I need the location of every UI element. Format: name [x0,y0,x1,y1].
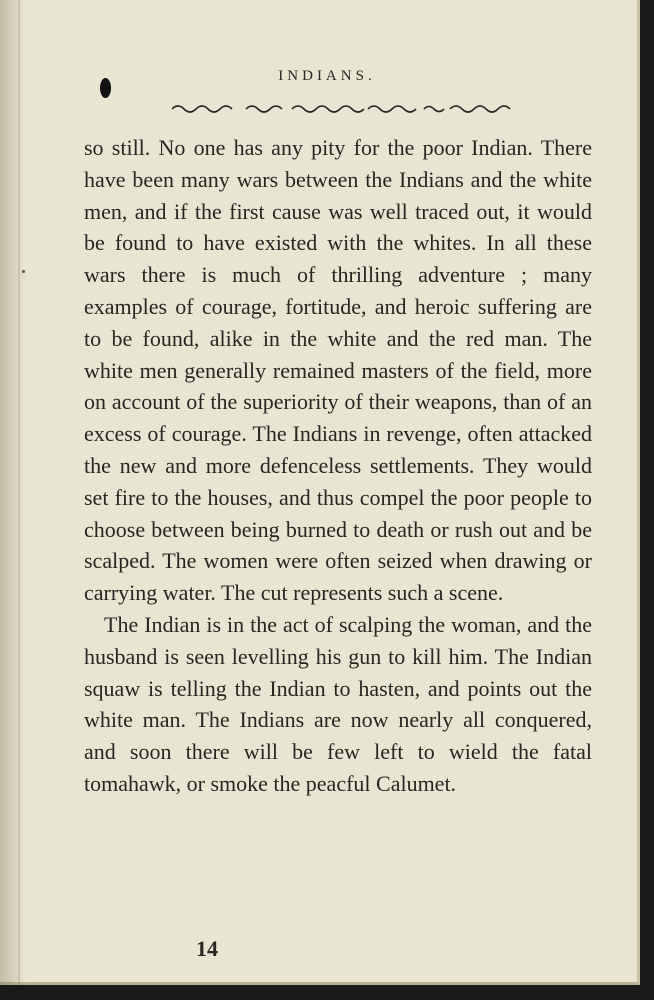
page-number: 14 [196,936,218,961]
running-head: INDIANS. [278,68,376,84]
paragraph: so still. No one has any pity for the poor Indian. There have been many wars between the Indians and the white men, and if the first cause was well traced out, it would be found to have existed with the whites. In all these wars there is much of thrilling adventure ; many examples of courage, fortitude, and heroic suffering are to be found, alike in the white and the red man. The white men generally remained masters of the field, more on account of the superiority of their weapons, than of an excess of courage. The Indians in revenge, often attacked the new and more defenceless settlements. They would set fire to the houses, and thus compel the poor people to choose between being burned to death or rush out and be scalped. The women were often seized when drawing or carrying water. The cut represents such a scene. [84,135,592,606]
paragraph: The Indian is in the act of scalping the woman, and the husband is seen levelling his gun to kill him. The Indian squaw is telling the Indian to hasten, and points out the white man. The Indians are now nearly all conquered, and soon there will be few left to wield the fatal tomahawk, or smoke the peacful Calumet. [84,611,592,796]
paper-speck [22,270,25,273]
body-text [84,132,592,800]
wavy-rule-ornament [172,100,512,116]
gutter-shadow [0,0,26,985]
gutter-fold [18,0,20,985]
